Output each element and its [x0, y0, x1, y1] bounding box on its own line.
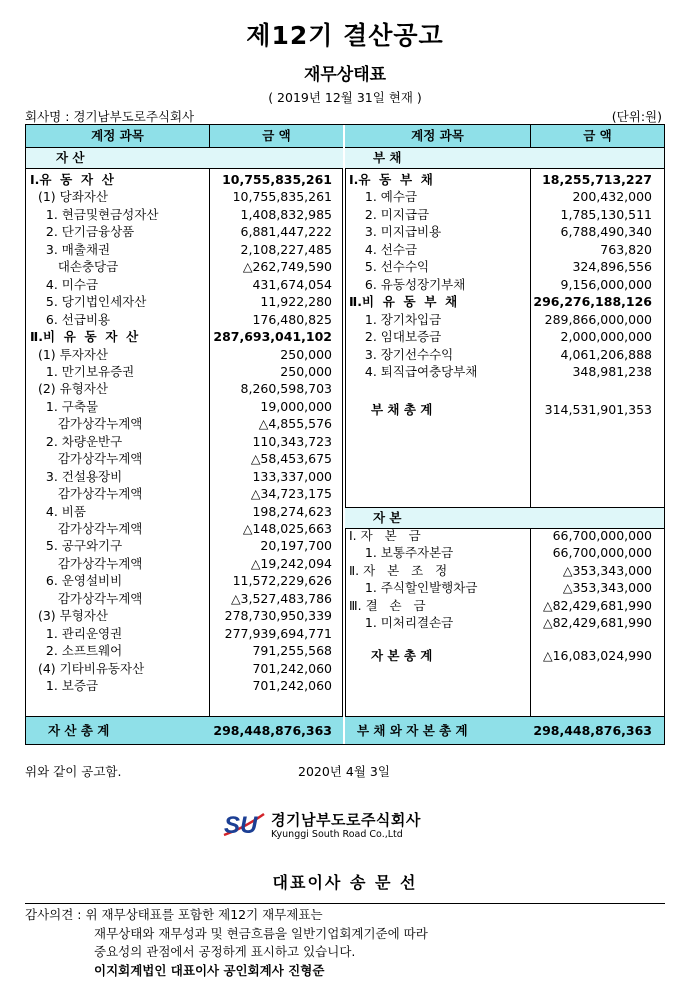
table-row [26, 590, 343, 607]
account-amount: 10,755,835,261 [222, 172, 332, 187]
account-label: 대손충당금 [30, 259, 119, 275]
table-row [345, 363, 664, 380]
account-label: 5. 공구와기구 [30, 538, 123, 554]
account-label: 1. 구축물 [30, 398, 99, 414]
table-row [345, 527, 664, 544]
account-amount: △58,453,675 [250, 451, 332, 467]
ceo-name: 대표이사 송 문 선 [272, 873, 418, 892]
account-label: 감가상각누계액 [30, 521, 143, 536]
table-row [26, 520, 343, 537]
header-account: 계정 과목 [411, 128, 464, 143]
account-amount: 4,061,206,888 [560, 346, 652, 362]
table-row [345, 597, 664, 614]
account-label: 감가상각누계액 [30, 590, 143, 606]
table-row [345, 562, 664, 579]
account-label: 1. 보통주자본금 [349, 545, 454, 561]
account-amount: △353,343,000 [562, 580, 652, 596]
statement-date: ( 2019년 12월 31일 현재 ) [268, 90, 422, 105]
account-amount: 250,000 [280, 363, 332, 379]
table-row [26, 537, 343, 554]
account-amount: 133,337,000 [252, 468, 332, 484]
account-amount: 791,255,568 [252, 643, 332, 659]
table-row [26, 485, 343, 502]
account-label: 6. 선급비용 [30, 311, 111, 327]
grand-total-label: 부 채 와 자 본 총 계 [357, 723, 468, 738]
table-row [26, 555, 343, 572]
account-amount: 198,274,623 [252, 503, 332, 519]
account-label: 1. 미처리결손금 [349, 615, 454, 631]
account-amount: △262,749,590 [242, 259, 332, 275]
account-amount: 10,755,835,261 [232, 189, 332, 205]
account-amount: 1,408,832,985 [240, 206, 332, 222]
account-amount: 2,000,000,000 [560, 329, 652, 345]
account-label: 1. 예수금 [349, 189, 418, 205]
table-row [345, 206, 664, 223]
account-amount: △3,527,483,786 [230, 590, 332, 606]
assets-total-row [26, 716, 343, 744]
equity-section-header [345, 507, 664, 529]
table-row [345, 579, 664, 596]
header-amount: 금 액 [583, 128, 612, 143]
table-row [26, 625, 343, 642]
account-amount: △19,242,094 [250, 555, 332, 571]
table-row [26, 363, 343, 380]
account-label: 6. 유동성장기부채 [349, 276, 466, 292]
account-amount: 763,820 [600, 241, 652, 257]
total-label: 자 산 총 계 [48, 723, 110, 738]
account-label: 감가상각누계액 [30, 555, 143, 571]
liabilities-section-header [345, 148, 664, 169]
account-label: 2. 단기금융상품 [30, 224, 135, 240]
account-amount: 66,700,000,000 [552, 545, 652, 561]
account-amount: 9,156,000,000 [560, 276, 652, 292]
account-amount: 701,242,060 [252, 678, 332, 694]
account-label: 1. 관리운영권 [30, 625, 123, 641]
account-amount: △34,723,175 [250, 486, 332, 502]
table-row [26, 223, 343, 240]
account-label: 6. 운영설비비 [30, 573, 123, 589]
section-label: 자 산 [56, 150, 85, 165]
account-label: 4. 비품 [30, 503, 86, 519]
table-row [26, 677, 343, 694]
liabilities-header [345, 125, 664, 148]
account-amount: △82,429,681,990 [542, 597, 652, 613]
account-amount: 2,108,227,485 [240, 241, 332, 257]
table-row [345, 346, 664, 363]
account-label: 5. 선수수익 [349, 259, 430, 275]
account-label: (2) 유형자산 [30, 381, 108, 397]
svg-text:SU: SU [224, 812, 258, 839]
account-label: 3. 미지급비용 [349, 224, 442, 240]
account-amount: 289,866,000,000 [544, 311, 652, 327]
account-label: Ⅰ. 자 본 금 [349, 528, 421, 543]
account-amount: △82,429,681,990 [542, 615, 652, 631]
audit-line-3: 중요성의 관점에서 공정하게 표시하고 있습니다. [94, 944, 356, 959]
account-amount: 1,785,130,511 [560, 206, 652, 222]
table-row [345, 241, 664, 258]
table-row [26, 206, 343, 223]
table-row [26, 171, 343, 188]
section-label: 자 본 [373, 510, 402, 525]
company-logo-mark [222, 808, 266, 842]
account-amount: 277,939,694,771 [224, 625, 332, 641]
account-label: (3) 무형자산 [30, 608, 108, 624]
table-row [26, 293, 343, 310]
account-label: Ⅰ.유 동 자 산 [30, 172, 114, 187]
account-label: (1) 당좌자산 [30, 189, 108, 205]
table-row [26, 468, 343, 485]
account-label: 2. 임대보증금 [349, 329, 442, 345]
account-amount: 110,343,723 [252, 433, 332, 449]
table-row [26, 660, 343, 677]
table-row [26, 276, 343, 293]
table-row [345, 276, 664, 293]
account-label: 1. 주식할인발행차금 [349, 580, 478, 596]
assets-side [26, 125, 343, 744]
account-label: 5. 당기법인세자산 [30, 294, 147, 310]
account-amount: 18,255,713,227 [542, 172, 652, 187]
account-label: 4. 선수금 [349, 241, 418, 257]
account-amount: 250,000 [280, 346, 332, 362]
table-row [345, 614, 664, 631]
notice-date: 2020년 4월 3일 [298, 764, 390, 779]
logo-company-name: 경기남부도로주식회사 [271, 811, 421, 829]
table-row [345, 188, 664, 205]
account-label: (4) 기타비유동자산 [30, 660, 145, 676]
account-amount: △353,343,000 [562, 562, 652, 578]
account-amount: 66,700,000,000 [552, 528, 652, 543]
account-label: 2. 소프트웨어 [30, 643, 123, 659]
account-label: 감가상각누계액 [30, 486, 143, 502]
account-label: 1. 보증금 [30, 678, 99, 694]
account-amount: 431,674,054 [252, 276, 332, 292]
table-row [26, 642, 343, 659]
total-amount: 314,531,901,353 [544, 402, 652, 417]
account-label: 2. 미지급금 [349, 206, 430, 222]
company-logo [222, 806, 472, 846]
account-amount: 348,981,238 [572, 363, 652, 379]
account-label: 1. 장기차입금 [349, 311, 442, 327]
table-row [345, 171, 664, 188]
company-name: 회사명 : 경기남부도로주식회사 [25, 109, 195, 124]
account-label: Ⅱ. 자 본 조 정 [349, 562, 448, 578]
table-row [345, 311, 664, 328]
total-label: 자 본 총 계 [371, 648, 433, 663]
table-row [26, 450, 343, 467]
notice-text: 위와 같이 공고함. [25, 764, 122, 779]
logo-company-english: Kyunggi South Road Co.,Ltd [271, 829, 403, 840]
table-row [26, 572, 343, 589]
account-amount: 19,000,000 [260, 398, 332, 414]
account-amount: △148,025,663 [242, 521, 332, 536]
account-label: 감가상각누계액 [30, 451, 143, 467]
table-row [345, 544, 664, 561]
table-row [26, 607, 343, 624]
table-row [26, 241, 343, 258]
assets-section-header [26, 148, 343, 169]
account-amount: 287,693,041,102 [213, 329, 332, 345]
grand-total-row [345, 716, 664, 744]
table-row [26, 328, 343, 345]
table-row [26, 188, 343, 205]
table-row [26, 433, 343, 450]
audit-line-1: 감사의견 : 위 재무상태표를 포함한 제12기 재무제표는 [25, 907, 323, 922]
audit-line-2: 재무상태와 재무성과 및 현금흐름을 일반기업회계기준에 따라 [94, 925, 428, 941]
balance-sheet-table [25, 124, 665, 745]
account-amount: 278,730,950,339 [224, 608, 332, 624]
account-label: 3. 건설용장비 [30, 468, 123, 484]
account-amount: 20,197,700 [260, 538, 332, 554]
header-amount: 금 액 [262, 128, 291, 143]
liabilities-total-row [345, 401, 664, 418]
header-account: 계정 과목 [91, 128, 144, 143]
total-label: 부 채 총 계 [371, 402, 433, 417]
account-label: (1) 투자자산 [30, 346, 108, 362]
grand-total-amount: 298,448,876,363 [533, 723, 652, 738]
statement-title: 재무상태표 [303, 65, 387, 85]
account-amount: 324,896,556 [572, 259, 652, 275]
audit-opinion [25, 906, 428, 980]
section-label: 부 채 [373, 150, 402, 165]
account-amount: 176,480,825 [252, 311, 332, 327]
table-row [26, 346, 343, 363]
table-row [345, 293, 664, 310]
table-row [26, 398, 343, 415]
account-amount: 11,922,280 [260, 294, 332, 310]
account-amount: 701,242,060 [252, 660, 332, 676]
account-label: 2. 차량운반구 [30, 433, 123, 449]
assets-header [26, 125, 343, 148]
page-title: 제12기 결산공고 [246, 21, 444, 50]
table-row [345, 258, 664, 275]
account-amount: 296,276,188,126 [533, 294, 652, 310]
table-row [26, 258, 343, 275]
account-label: Ⅰ.유 동 부 채 [349, 172, 433, 187]
account-label: Ⅲ. 결 손 금 [349, 597, 426, 613]
account-label: 1. 현금및현금성자산 [30, 206, 159, 222]
liabilities-equity-side [345, 125, 664, 744]
account-amount: 6,788,490,340 [560, 224, 652, 240]
account-label: Ⅱ.비 유 동 자 산 [30, 329, 139, 345]
account-label: 4. 미수금 [30, 276, 99, 292]
account-label: 3. 매출채권 [30, 241, 111, 257]
equity-total-row [345, 647, 664, 664]
account-amount: △4,855,576 [258, 416, 332, 432]
table-row [26, 380, 343, 397]
account-amount: 200,432,000 [572, 189, 652, 205]
table-row [345, 223, 664, 240]
account-label: Ⅱ.비 유 동 부 채 [349, 294, 458, 310]
account-label: 3. 장기선수수익 [349, 346, 454, 362]
account-label: 1. 만기보유증권 [30, 363, 135, 379]
account-label: 4. 퇴직급여충당부채 [349, 363, 478, 379]
total-amount: △16,083,024,990 [542, 648, 652, 663]
unit-label: (단위:원) [611, 109, 662, 124]
table-row [26, 311, 343, 328]
account-amount: 11,572,229,626 [232, 573, 332, 589]
account-label: 감가상각누계액 [30, 416, 143, 432]
table-row [26, 415, 343, 432]
table-row [26, 503, 343, 520]
total-amount: 298,448,876,363 [213, 723, 332, 738]
account-amount: 8,260,598,703 [240, 381, 332, 397]
table-row [345, 328, 664, 345]
audit-line-4: 이지회계법인 대표이사 공인회계사 진형준 [94, 962, 325, 978]
account-amount: 6,881,447,222 [240, 224, 332, 240]
